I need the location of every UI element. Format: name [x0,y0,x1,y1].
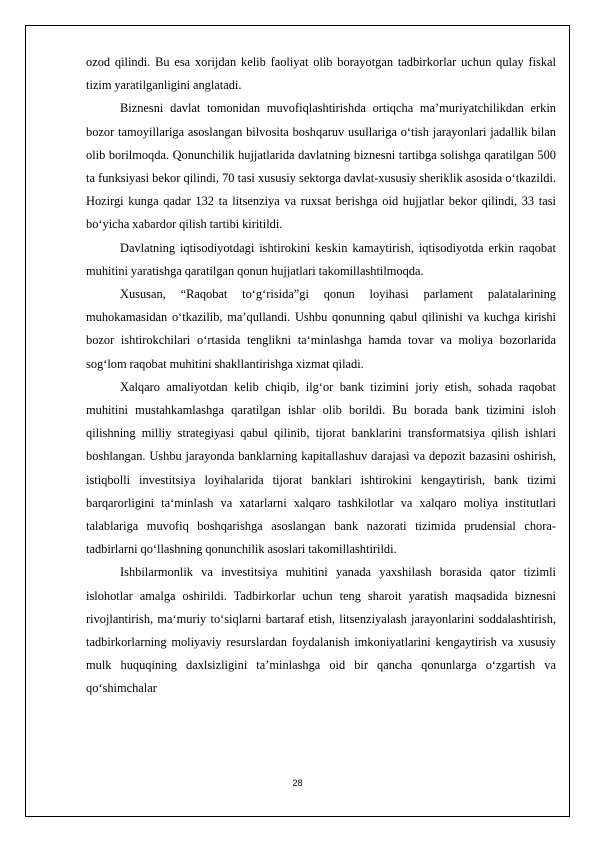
paragraph-4: Xususan, “Raqobat to‘g‘risida”gi qonun loyihasi parlament palatalarining muhokamasidan o‘tkazilib, ma’qullandi. Ushbu qonunning qabul qilinishi va kuchga kirishi bozor ishtirokchilari o‘rtasida tenglikni ta‘minlashga hamda tovar va moliya bozorlarida sog‘lom raqobat muhitini shakllantirishga xizmat qiladi. [86,287,556,371]
paragraph-2: Biznesni davlat tomonidan muvofiqlashtirishda ortiqcha ma’muriyatchilikdan erkin bozor tamoyillariga asoslangan bilvosita boshqaruv usullariga o‘tish jarayonlari jadallik bilan olib borilmoqda. Qonunchilik hujjatlarida davlatning biznesni tartibga solishga qaratilgan 500 ta funksiyasi bekor qilindi, 70 tasi xususiy sektorga davlat-xususiy sheriklik asosida o‘tkazildi. Hozirgi kunga qadar 132 ta litsenziya va ruxsat berishga oid hujjatlar bekor qilindi, 33 tasi bo‘yicha xabardor qilish tartibi kiritildi. [86,101,556,232]
paragraph-3: Davlatning iqtisodiyotdagi ishtirokini keskin kamaytirish, iqtisodiyotda erkin raqobat muhitini yaratishga qaratilgan qonun hujjatlari takomillashtilmoqda. [86,240,556,278]
page-number: 28 [292,778,303,788]
document-body [86,51,556,701]
paragraph-1: ozod qilindi. Bu esa xorijdan kelib faoliyat olib borayotgan tadbirkorlar uchun qulay fiskal tizim yaratilganligini anglatadi. [86,55,556,93]
paragraph-6: Ishbilarmonlik va investitsiya muhitini yanada yaxshilash borasida qator tizimli islohotlar amalga oshirildi. Tadbirkorlar uchun teng sharoit yaratish maqsadida biznesni rivojlantirish, ma‘muriy to‘siqlarni bartaraf etish, litsenziyalash jarayonlarini soddalashtirish, tadbirkorlarning moliyaviy resurslardan foydalanish imkoniyatlarini kengaytirish va xususiy mulk huquqining daxlsizligini ta’minlashga oid bir qancha qonunlarga o‘zgartish va qo‘shimchalar [86,565,556,696]
paragraph-5: Xalqaro amaliyotdan kelib chiqib, ilg‘or bank tizimini joriy etish, sohada raqobat muhitini mustahkamlashga qaratilgan ishlar olib borildi. Bu borada bank tizimini isloh qilishning milliy strategiyasi qabul qilinib, tijorat banklarini transformatsiya qilish ishlari boshlangan. Ushbu jarayonda banklarning kapitallashuv darajasi va depozit bazasini oshirish, istiqbolli investitsiya loyihalarida tijorat banklari ishtirokini kengaytirish, bank tizimi barqarorligini ta‘minlash va xatarlarni xalqaro tashkilotlar va xalqaro moliya institutlari talablariga muvofiq boshqarishga asoslangan bank nazorati tizimida prudensial chora-tadbirlarni qo‘llashning qonunchilik asoslari takomillashtirildi. [86,379,556,557]
